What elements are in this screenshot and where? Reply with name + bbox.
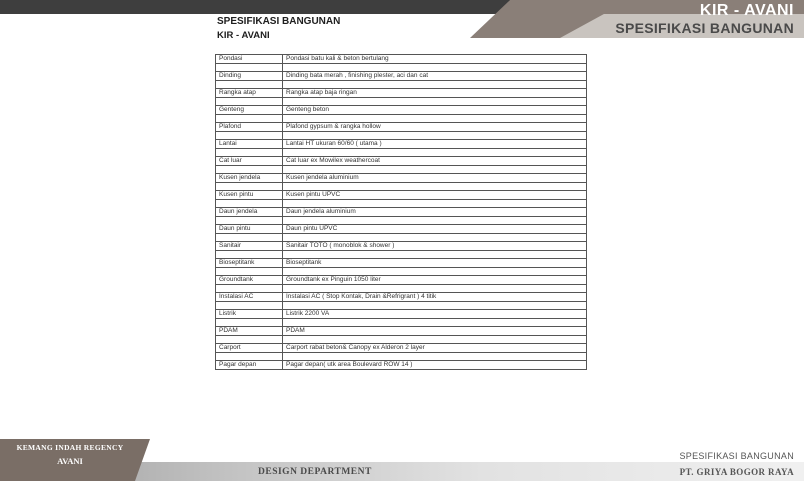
spec-value: Kusen pintu UPVC <box>283 191 587 200</box>
spacer-cell <box>283 268 587 276</box>
spec-label: Cat luar <box>216 157 283 166</box>
spec-label: Listrik <box>216 310 283 319</box>
spacer-cell <box>216 302 283 310</box>
spec-value: Cat luar ex Mowilex weathercoat <box>283 157 587 166</box>
spec-table <box>215 54 587 370</box>
table-row <box>216 157 587 166</box>
spacer-cell <box>216 149 283 157</box>
table-spacer-row <box>216 336 587 344</box>
spec-value: Instalasi AC ( Stop Kontak, Drain &Refrigrant ) 4 titik <box>283 293 587 302</box>
table-spacer-row <box>216 268 587 276</box>
table-row <box>216 242 587 251</box>
spacer-cell <box>216 64 283 72</box>
spec-value: Kusen jendela aluminium <box>283 174 587 183</box>
table-spacer-row <box>216 81 587 89</box>
table-row <box>216 191 587 200</box>
table-row <box>216 344 587 353</box>
table-row <box>216 225 587 234</box>
spec-value: Listrik 2200 VA <box>283 310 587 319</box>
spec-label: Instalasi AC <box>216 293 283 302</box>
brand-line-1: KEMANG INDAH REGENCY <box>16 443 124 452</box>
table-row <box>216 106 587 115</box>
document-subtitle: KIR - AVANI <box>217 30 270 41</box>
spec-label: Kusen jendela <box>216 174 283 183</box>
spec-value: Pondasi batu kali & beton bertulang <box>283 55 587 64</box>
table-row <box>216 208 587 217</box>
header-title: KIR - AVANI <box>699 2 794 19</box>
spec-label: Plafond <box>216 123 283 132</box>
table-row <box>216 259 587 268</box>
spec-value: Lantai HT ukuran 60/60 ( utama ) <box>283 140 587 149</box>
table-row <box>216 293 587 302</box>
spacer-cell <box>283 98 587 106</box>
table-spacer-row <box>216 132 587 140</box>
table-row <box>216 174 587 183</box>
spacer-cell <box>216 353 283 361</box>
spec-label: Daun pintu <box>216 225 283 234</box>
spacer-cell <box>216 319 283 327</box>
spec-label: Daun jendela <box>216 208 283 217</box>
footer-department: DESIGN DEPARTMENT <box>258 467 372 477</box>
table-row <box>216 123 587 132</box>
spacer-cell <box>283 132 587 140</box>
table-spacer-row <box>216 217 587 225</box>
footer-brand <box>0 443 140 466</box>
spec-value: PDAM <box>283 327 587 336</box>
spec-label: Rangka atap <box>216 89 283 98</box>
table-spacer-row <box>216 234 587 242</box>
table-row <box>216 140 587 149</box>
spec-value: Dinding bata merah , finishing plester, aci dan cat <box>283 72 587 81</box>
spec-value: Genteng beton <box>283 106 587 115</box>
table-spacer-row <box>216 149 587 157</box>
spacer-cell <box>216 217 283 225</box>
spacer-cell <box>216 268 283 276</box>
table-row <box>216 310 587 319</box>
footer-spec-label: SPESIFIKASI BANGUNAN <box>679 451 794 461</box>
spec-label: PDAM <box>216 327 283 336</box>
table-spacer-row <box>216 200 587 208</box>
spacer-cell <box>283 336 587 344</box>
spacer-cell <box>283 64 587 72</box>
spec-label: Pondasi <box>216 55 283 64</box>
table-spacer-row <box>216 251 587 259</box>
spacer-cell <box>283 353 587 361</box>
table-row <box>216 327 587 336</box>
spec-label: Genteng <box>216 106 283 115</box>
table-spacer-row <box>216 319 587 327</box>
spacer-cell <box>216 115 283 123</box>
table-spacer-row <box>216 98 587 106</box>
spacer-cell <box>216 285 283 293</box>
table-spacer-row <box>216 285 587 293</box>
spacer-cell <box>216 183 283 191</box>
table-spacer-row <box>216 183 587 191</box>
spacer-cell <box>216 166 283 174</box>
table-row <box>216 55 587 64</box>
spacer-cell <box>283 183 587 191</box>
table-row <box>216 361 587 370</box>
spec-label: Kusen pintu <box>216 191 283 200</box>
document-title: SPESIFIKASI BANGUNAN <box>217 16 341 27</box>
spec-value: Bioseptitank <box>283 259 587 268</box>
spec-label: Sanitair <box>216 242 283 251</box>
spacer-cell <box>283 217 587 225</box>
spacer-cell <box>216 251 283 259</box>
spacer-cell <box>216 132 283 140</box>
header-subtitle: SPESIFIKASI BANGUNAN <box>615 20 794 36</box>
spacer-cell <box>283 319 587 327</box>
spacer-cell <box>283 200 587 208</box>
spec-value: Rangka atap baja ringan <box>283 89 587 98</box>
spacer-cell <box>216 81 283 89</box>
spacer-cell <box>283 302 587 310</box>
brand-line-2: AVANI <box>57 456 83 466</box>
spec-value: Plafond gypsum & rangka hollow <box>283 123 587 132</box>
spacer-cell <box>283 285 587 293</box>
spacer-cell <box>216 200 283 208</box>
footer-company: PT. GRIYA BOGOR RAYA <box>679 467 794 477</box>
table-spacer-row <box>216 302 587 310</box>
spec-label: Dinding <box>216 72 283 81</box>
spec-value: Groundtank ex Pinguin 1050 liter <box>283 276 587 285</box>
spec-label: Lantai <box>216 140 283 149</box>
spec-value: Sanitair TOTO ( monoblok & shower ) <box>283 242 587 251</box>
spacer-cell <box>283 234 587 242</box>
table-spacer-row <box>216 115 587 123</box>
spec-value: Pagar depan( utk area Boulevard ROW 14 ) <box>283 361 587 370</box>
spacer-cell <box>283 166 587 174</box>
spec-label: Carport <box>216 344 283 353</box>
table-spacer-row <box>216 64 587 72</box>
spec-label: Pagar depan <box>216 361 283 370</box>
table-row <box>216 89 587 98</box>
spacer-cell <box>283 81 587 89</box>
table-spacer-row <box>216 166 587 174</box>
table-row <box>216 276 587 285</box>
spacer-cell <box>283 149 587 157</box>
spacer-cell <box>283 115 587 123</box>
spec-value: Daun pintu UPVC <box>283 225 587 234</box>
spec-value: Carport rabat beton& Canopy ex Alderon 2 layer <box>283 344 587 353</box>
spacer-cell <box>216 234 283 242</box>
spacer-cell <box>283 251 587 259</box>
spacer-cell <box>216 98 283 106</box>
spec-label: Bioseptitank <box>216 259 283 268</box>
spec-label: Groundtank <box>216 276 283 285</box>
spacer-cell <box>216 336 283 344</box>
table-spacer-row <box>216 353 587 361</box>
spec-value: Daun jendela aluminium <box>283 208 587 217</box>
table-row <box>216 72 587 81</box>
